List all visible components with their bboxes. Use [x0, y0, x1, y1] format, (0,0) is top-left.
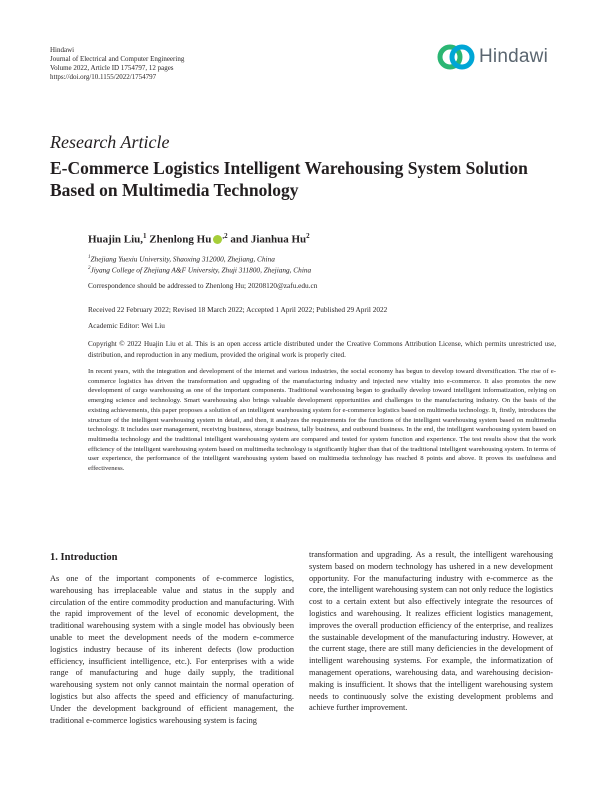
body-right-column: transformation and upgrading. As a result, the intelligent warehousing system based on modern technology has ushered in a new development opportunity. For the manufacturing industry with e-commerce as the core, the intelligent warehousing system can not only reduce the logistics cost to a certain extent but also effectively integrate the resources of logistics and warehousing. It realizes efficient logistics management, improves the overall production efficiency of the enterprise, and realizes the sustainable development of the manufacturing industry. However, at the current stage, there are still many deficiencies in the development of intelligent warehousing systems. For example, the informatization of management operations, warehousing data, and warehousing decision-making is insufficient. It shows that the intelligent warehousing system needs to continuously solve the existing development problems and achieve further improvement.: [309, 550, 553, 713]
body-left-column: As one of the important components of e-commerce logistics, warehousing has irreplaceable value and status in the supply and circulation of the entire commodity production and manufacturing. With the rapid improvement of the level of economic development, the traditional warehousing system with a single model has obviously been unable to meet the development needs of the modern e-commerce logistics industry because of its inherent defects (low production efficiency, insufficient intelligence, etc.). For enterprises with a wide range of manufacturing and huge daily supply, the traditional warehousing system not only cannot maintain the normal operation of logistics but also affects the speed and efficiency of manufacturing. Under the development background of efficient management, the traditional e-commerce logistics warehousing system is facing: [50, 574, 294, 725]
section-heading: 1. Introduction: [50, 552, 118, 563]
abstract: In recent years, with the integration and development of the internet and various industries, the social economy has begun to develop toward diversification. The rise of e-commerce logistics has driven the transformation and upgrading of the manufacturing industry and injected new vitality into e-commerce. It also promotes the new development of cargo warehousing as one of the important components. Traditional warehousing began to gradually develop toward intelligent informatization, relying on emerging science and technology. Smart warehousing also brings valuable development opportunities and challenges to the manufacturing industry. On the basis of the existing achievements, this paper proposes a solution of an intelligent warehousing system for e-commerce logistics based on multimedia technology. It, firstly, introduces the structure of the intelligent warehousing system in detail, and then, it analyzes the requirements for the functions of the intelligent warehousing system based on multimedia technology. It includes user management, receiving business, storage business, tally business, and outbound business. In the end, the intelligent warehousing system based on multimedia technology and the traditional intelligent warehousing system are compared and tested for system function and experience. The test results show that the work efficiency of the intelligent warehousing system based on multimedia technology is significantly higher than that of the traditional intelligent warehousing system. In terms of user experience, the performance of the intelligent warehousing system based on multimedia technology has reached 8 points and above. It proves its usefulness and effectiveness.: [88, 368, 556, 473]
correspondence: Correspondence should be addressed to Zhenlong Hu; 20208120@zafu.edu.cn: [88, 281, 318, 290]
author-name: Huajin Liu,: [88, 233, 144, 246]
affiliations: [88, 253, 311, 276]
author-affiliation-mark: 1: [143, 232, 147, 240]
volume-line: Volume 2022, Article ID 1754797, 12 pages: [50, 64, 174, 72]
hindawi-logo: [436, 40, 556, 74]
affiliation: $^1$Zhejiang Yuexiu University, Shaoxing 312000, Zhejiang, China: [88, 254, 275, 264]
hindawi-logo-icon: [436, 40, 476, 74]
author-affiliation-mark: 2: [306, 232, 310, 240]
author-name: Zhenlong Hu: [149, 233, 212, 246]
article-dates: Received 22 February 2022; Revised 18 March 2022; Accepted 1 April 2022; Published 29 April 2022: [88, 305, 388, 314]
journal-info: [50, 46, 350, 82]
author-affiliation-mark: ,2: [222, 232, 228, 240]
author-name: and Jianhua Hu: [230, 233, 307, 246]
copyright-notice: Copyright © 2022 Huajin Liu et al. This is an open access article distributed under the Creative Commons Attribution License, which permits unrestricted use, distribution, and reproduction in any medium, provided the original work is properly cited.: [88, 340, 556, 359]
orcid-icon[interactable]: [213, 235, 222, 244]
article-type: Research Article: [50, 132, 170, 152]
author-list: [88, 232, 310, 246]
publisher-name: Hindawi: [50, 46, 75, 54]
journal-name: Journal of Electrical and Computer Engineering: [50, 55, 185, 63]
article-title: E-Commerce Logistics Intelligent Warehousing System Solution Based on Multimedia Technology: [50, 158, 528, 200]
academic-editor: Academic Editor: Wei Liu: [88, 321, 165, 330]
doi-link[interactable]: https://doi.org/10.1155/2022/1754797: [50, 73, 157, 81]
hindawi-logo-text: Hindawi: [479, 46, 548, 67]
affiliation: $^2$Jiyang College of Zhejiang A&F University, Zhuji 311800, Zhejiang, China: [88, 265, 312, 275]
